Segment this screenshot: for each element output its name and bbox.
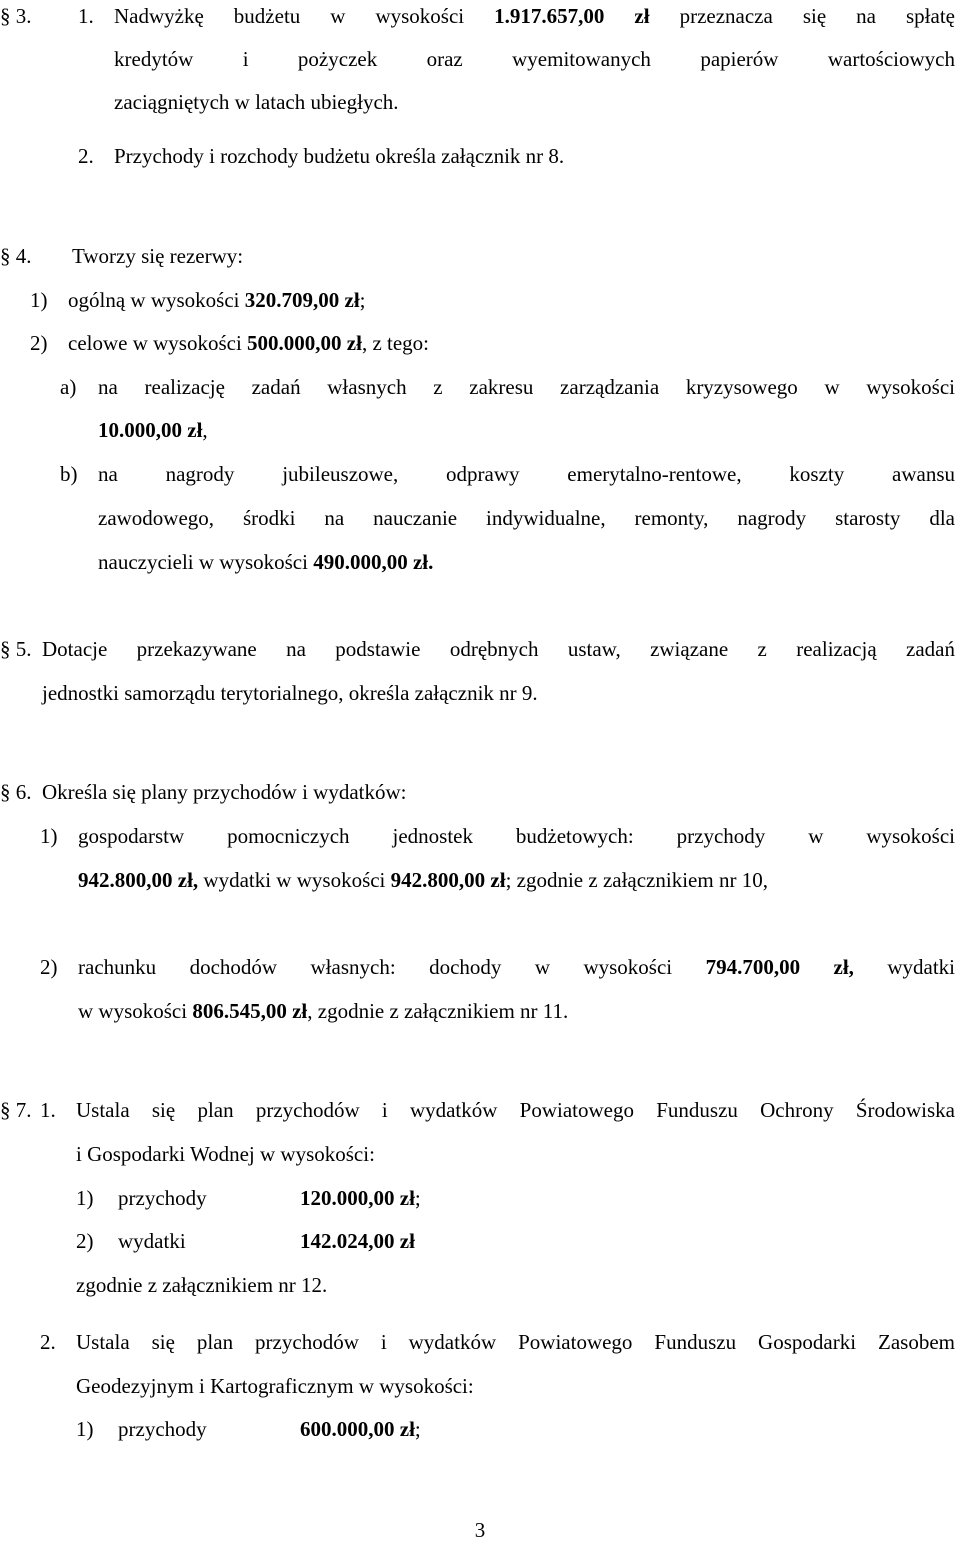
s5-line2: jednostki samorządu terytorialnego, określa załącznik nr 9. (42, 681, 538, 705)
crisis-reserve-amount: 10.000,00 zł (98, 418, 203, 442)
s4-item1-number: 1) (30, 288, 48, 312)
s7-p1-closing: zgodnie z załącznikiem nr 12. (76, 1273, 328, 1297)
section-4-mark: § 4. (0, 244, 32, 268)
s7-p2-line1: Ustala się plan przychodów i wydatków Powiatowego Funduszu Gospodarki Zasobem (76, 1330, 955, 1354)
general-reserve-amount: 320.709,00 zł (244, 288, 360, 312)
s6-item2-number: 2) (40, 955, 58, 979)
section-3-mark: § 3. (0, 4, 32, 28)
s7-p1-row1-value: 120.000,00 zł; (300, 1186, 421, 1210)
own-income-amount: 794.700,00 zł, (705, 955, 854, 979)
awards-reserve-amount: 490.000,00 zł. (313, 550, 434, 574)
s7-p1-line2: i Gospodarki Wodnej w wysokości: (76, 1142, 375, 1166)
s4-item2-text: celowe w wysokości 500.000,00 zł, z tego: (68, 331, 430, 355)
s4-sub-a-letter: a) (60, 375, 77, 399)
s7-p1-line1: Ustala się plan przychodów i wydatków Powiatowego Funduszu Ochrony Środowiska (76, 1098, 955, 1122)
s6-item1-line1: gospodarstw pomocniczych jednostek budżetowych: przychody w wysokości (78, 824, 955, 848)
s4-item2-number: 2) (30, 331, 48, 355)
surplus-amount: 1.917.657,00 zł (494, 4, 650, 28)
s4-intro: Tworzy się rezerwy: (72, 244, 244, 268)
s7-p1-row2-number: 2) (76, 1229, 94, 1253)
s7-p1-number: 1. (40, 1098, 56, 1122)
s4-sub-b-line2: zawodowego, środki na nauczanie indywidualne, remonty, nagrody starosty dla (98, 506, 955, 530)
s4-item1-text: ogólną w wysokości 320.709,00 zł; (68, 288, 366, 312)
s7-p2-row1-label: przychody (118, 1417, 207, 1441)
s3-p1-line2: kredytów i pożyczek oraz wyemitowanych papierów wartościowych (114, 47, 955, 71)
s6-item2-line2: w wysokości 806.545,00 zł, zgodnie z załącznikiem nr 11. (78, 999, 569, 1023)
s6-item1-number: 1) (40, 824, 58, 848)
s5-line1: Dotacje przekazywane na podstawie odrębnych ustaw, związane z realizacją zadań (42, 637, 955, 661)
s7-p1-row2-label: wydatki (118, 1229, 186, 1253)
page-number: 3 (474, 1518, 486, 1542)
s7-p1-row2-value (300, 1228, 415, 1254)
s7-p2-line2: Geodezyjnym i Kartograficznym w wysokości: (76, 1374, 474, 1398)
section-7-mark: § 7. (0, 1098, 32, 1122)
s3-p2-number: 2. (78, 144, 94, 168)
s7-p2-row1-value: 600.000,00 zł; (300, 1417, 421, 1441)
aux-revenue-amount: 942.800,00 zł, (78, 868, 199, 892)
aux-expense-amount: 942.800,00 zł (390, 868, 506, 892)
s4-sub-a-line2: 10.000,00 zł, (98, 418, 208, 442)
s7-p1-row1-label: przychody (118, 1186, 207, 1210)
s6-item1-line2: 942.800,00 zł, wydatki w wysokości 942.800,00 zł; zgodnie z załącznikiem nr 10, (78, 868, 768, 892)
s7-p2-row1-number: 1) (76, 1417, 94, 1441)
s6-intro: Określa się plany przychodów i wydatków: (42, 780, 407, 804)
s4-sub-a-line1: na realizację zadań własnych z zakresu zarządzania kryzysowego w wysokości (98, 375, 955, 399)
own-expense-amount: 806.545,00 zł (192, 999, 308, 1023)
s3-p1-line3: zaciągniętych w latach ubiegłych. (114, 90, 399, 114)
s3-p1-number: 1. (78, 4, 94, 28)
section-5-mark: § 5. (0, 637, 32, 661)
s7-p2-number: 2. (40, 1330, 56, 1354)
s3-p2-text: Przychody i rozchody budżetu określa załącznik nr 8. (114, 144, 565, 168)
section-6-mark: § 6. (0, 780, 32, 804)
env-fund-expense-amount: 142.024,00 zł (300, 1229, 415, 1253)
env-fund-revenue-amount: 120.000,00 zł (300, 1186, 415, 1210)
s4-sub-b-line1: na nagrody jubileuszowe, odprawy emerytalno-rentowe, koszty awansu (98, 462, 955, 486)
s7-p1-row1-number: 1) (76, 1186, 94, 1210)
s4-sub-b-line3: nauczycieli w wysokości 490.000,00 zł. (98, 550, 434, 574)
s6-item2-line1: rachunku dochodów własnych: dochody w wysokości 794.700,00 zł, wydatki (78, 955, 956, 979)
targeted-reserve-amount: 500.000,00 zł (247, 331, 362, 355)
geo-fund-revenue-amount: 600.000,00 zł (300, 1417, 415, 1441)
s3-p1-line1: Nadwyżkę budżetu w wysokości 1.917.657,00 zł przeznacza się na spłatę (114, 4, 955, 28)
s4-sub-b-letter: b) (60, 462, 78, 486)
